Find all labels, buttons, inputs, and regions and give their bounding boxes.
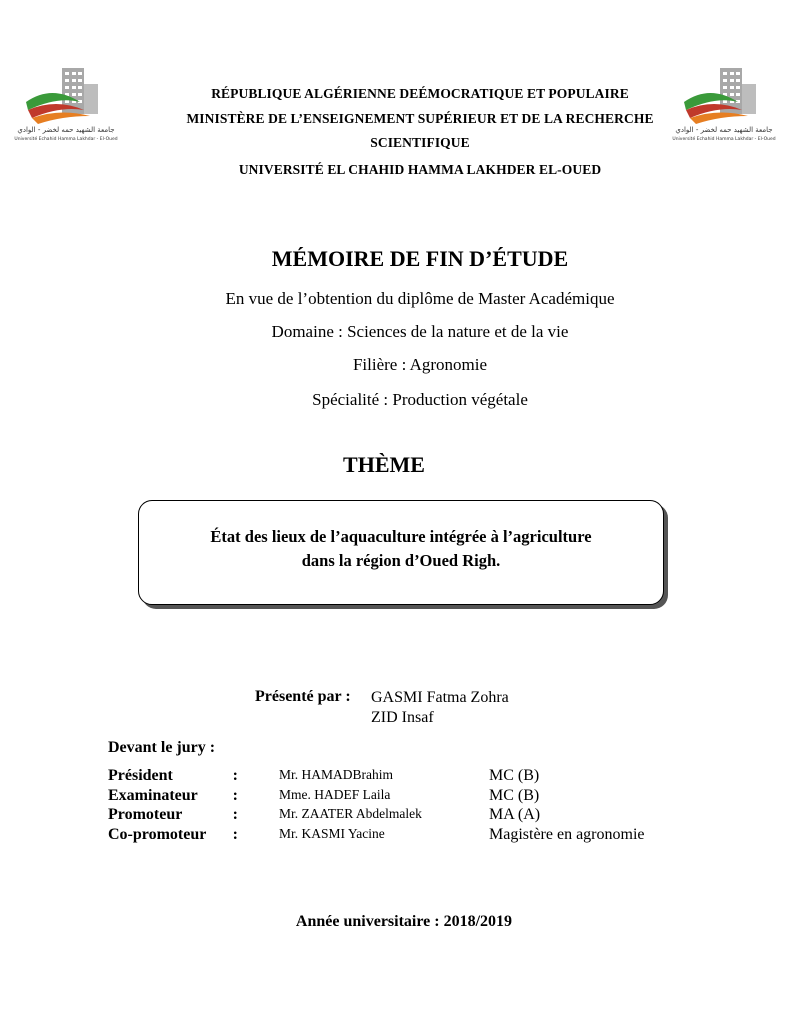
jury-member-grade: Magistère en agronomie <box>489 826 645 843</box>
jury-member-name: Mr. ZAATER Abdelmalek <box>279 806 422 821</box>
logo-arabic-text: جامعة الشهيد حمه لخضر - الوادي <box>675 126 773 134</box>
logo-latin-text: Université Echahid Hamma Lakhdar - El-Oued <box>14 137 118 142</box>
theme-heading: THÈME <box>343 452 425 477</box>
jury-role-label: Promoteur <box>108 806 183 823</box>
university-logo-left <box>14 62 118 142</box>
jury-role <box>108 806 238 824</box>
header-republic: RÉPUBLIQUE ALGÉRIENNE DEÉMOCRATIQUE ET POPULAIRE <box>211 86 629 101</box>
academic-year: Année universitaire : 2018/2019 <box>295 913 513 930</box>
theme-line-1: État des lieux de l’aquaculture intégrée à l’agriculture <box>210 527 592 546</box>
jury-member-grade: MA (A) <box>489 806 541 823</box>
header-ministry-cont: SCIENTIFIQUE <box>370 135 470 150</box>
university-logo-right <box>672 62 776 142</box>
jury-role-colon: : <box>232 826 238 843</box>
jury-member-name: Mme. HADEF Laila <box>279 787 391 802</box>
document-filiere: Filière : Agronomie <box>352 355 488 374</box>
jury-role <box>108 826 238 844</box>
document-specialite: Spécialité : Production végétale <box>312 390 528 409</box>
jury-role-label: Co-promoteur <box>108 826 207 843</box>
presented-label: Présenté par : <box>255 688 351 705</box>
university-logo-icon <box>672 62 776 142</box>
jury-role-colon: : <box>232 787 238 804</box>
jury-label: Devant le jury : <box>108 739 216 756</box>
jury-member-name: Mr. HAMADBrahim <box>279 767 393 782</box>
jury-role-colon: : <box>232 767 238 784</box>
jury-role-label: Examinateur <box>108 787 198 804</box>
presenter-name: ZID Insaf <box>371 709 434 726</box>
theme-box <box>138 500 664 605</box>
document-title: MÉMOIRE DE FIN D’ÉTUDE <box>271 246 569 271</box>
jury-member-grade: MC (B) <box>489 767 540 784</box>
jury-member-name: Mr. KASMI Yacine <box>279 826 385 841</box>
logo-arabic-text: جامعة الشهيد حمه لخضر - الوادي <box>17 126 115 134</box>
logo-latin-text: Université Echahid Hamma Lakhdar - El-Oued <box>672 137 776 142</box>
document-subtitle: En vue de l’obtention du diplôme de Master Académique <box>225 289 615 308</box>
jury-role <box>108 767 238 785</box>
document-domain: Domaine : Sciences de la nature et de la vie <box>271 322 569 341</box>
jury-role <box>108 787 238 805</box>
header-university: UNIVERSITÉ EL CHAHID HAMMA LAKHDER EL-OUED <box>238 162 602 177</box>
university-logo-icon <box>14 62 118 142</box>
jury-member-grade: MC (B) <box>489 787 540 804</box>
jury-role-colon: : <box>232 806 238 823</box>
theme-text <box>139 525 663 573</box>
jury-role-label: Président <box>108 767 173 784</box>
header-ministry: MINISTÈRE DE L’ENSEIGNEMENT SUPÉRIEUR ET DE LA RECHERCHE <box>186 111 654 126</box>
presenter-name: GASMI Fatma Zohra <box>371 689 509 706</box>
theme-line-2: dans la région d’Oued Righ. <box>301 551 501 570</box>
